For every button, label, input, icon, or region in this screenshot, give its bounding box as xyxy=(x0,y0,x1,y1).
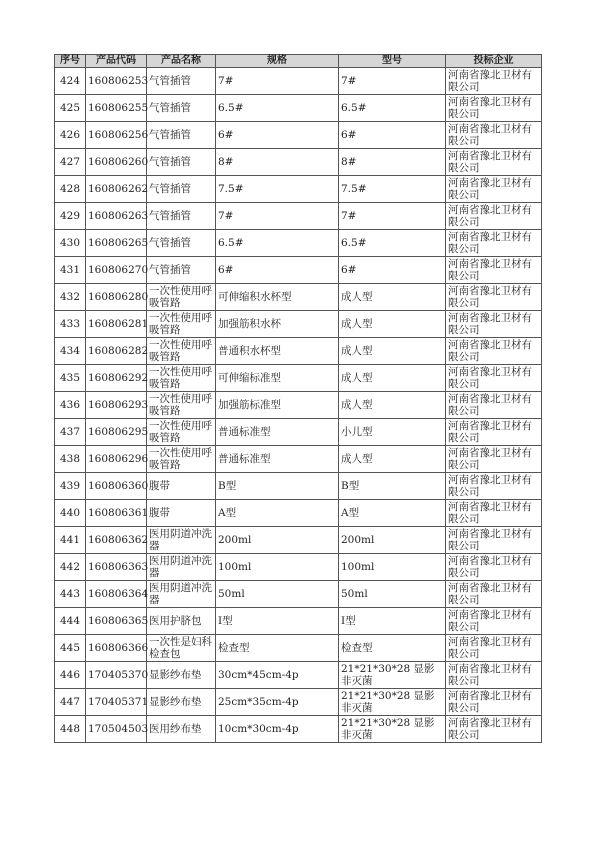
header-model: 型号 xyxy=(339,55,446,68)
cell-company: 河南省豫北卫材有限公司 xyxy=(446,176,542,203)
cell-index: 429 xyxy=(55,203,86,230)
cell-spec: B型 xyxy=(216,473,339,500)
header-spec: 规格 xyxy=(216,55,339,68)
cell-name: 一次性是妇科检查包 xyxy=(147,635,216,662)
cell-model: 小儿型 xyxy=(339,419,446,446)
cell-spec: 普通积水杯型 xyxy=(216,338,339,365)
cell-company: 河南省豫北卫材有限公司 xyxy=(446,203,542,230)
cell-company: 河南省豫北卫材有限公司 xyxy=(446,662,542,689)
cell-code: 160806364 xyxy=(86,581,147,608)
table-row xyxy=(55,311,542,338)
table-row xyxy=(55,365,542,392)
cell-code: 160806265 xyxy=(86,230,147,257)
cell-index: 446 xyxy=(55,662,86,689)
table-row xyxy=(55,500,542,527)
cell-code: 160806281 xyxy=(86,311,147,338)
cell-index: 431 xyxy=(55,257,86,284)
cell-company: 河南省豫北卫材有限公司 xyxy=(446,608,542,635)
cell-name: 医用护脐包 xyxy=(147,608,216,635)
cell-spec: 30cm*45cm-4p xyxy=(216,662,339,689)
cell-spec: 10cm*30cm-4p xyxy=(216,716,339,743)
header-name: 产品名称 xyxy=(147,55,216,68)
cell-name: 医用阴道冲洗器 xyxy=(147,581,216,608)
header-index: 序号 xyxy=(55,55,86,68)
cell-spec: I型 xyxy=(216,608,339,635)
cell-code: 170405371 xyxy=(86,689,147,716)
cell-code: 160806360 xyxy=(86,473,147,500)
table-row xyxy=(55,122,542,149)
cell-company: 河南省豫北卫材有限公司 xyxy=(446,689,542,716)
cell-code: 160806262 xyxy=(86,176,147,203)
cell-index: 447 xyxy=(55,689,86,716)
cell-company: 河南省豫北卫材有限公司 xyxy=(446,68,542,95)
cell-company: 河南省豫北卫材有限公司 xyxy=(446,635,542,662)
table-row xyxy=(55,284,542,311)
table-row xyxy=(55,419,542,446)
cell-spec: 7.5# xyxy=(216,176,339,203)
cell-index: 427 xyxy=(55,149,86,176)
table-row xyxy=(55,662,542,689)
cell-index: 440 xyxy=(55,500,86,527)
table-row xyxy=(55,635,542,662)
cell-name: 一次性使用呼吸管路 xyxy=(147,392,216,419)
cell-code: 160806253 xyxy=(86,68,147,95)
cell-name: 显影纱布垫 xyxy=(147,662,216,689)
cell-model: 7.5# xyxy=(339,176,446,203)
cell-company: 河南省豫北卫材有限公司 xyxy=(446,473,542,500)
cell-company: 河南省豫北卫材有限公司 xyxy=(446,419,542,446)
cell-model: 成人型 xyxy=(339,284,446,311)
cell-code: 160806362 xyxy=(86,527,147,554)
cell-model: 21*21*30*28 显影非灭菌 xyxy=(339,662,446,689)
cell-index: 437 xyxy=(55,419,86,446)
cell-spec: 200ml xyxy=(216,527,339,554)
table-row xyxy=(55,230,542,257)
cell-index: 425 xyxy=(55,95,86,122)
cell-company: 河南省豫北卫材有限公司 xyxy=(446,149,542,176)
cell-company: 河南省豫北卫材有限公司 xyxy=(446,230,542,257)
cell-code: 160806361 xyxy=(86,500,147,527)
table-row xyxy=(55,527,542,554)
cell-name: 气管插管 xyxy=(147,203,216,230)
table-row xyxy=(55,473,542,500)
table-row xyxy=(55,689,542,716)
cell-spec: 25cm*35cm-4p xyxy=(216,689,339,716)
cell-index: 430 xyxy=(55,230,86,257)
cell-code: 160806363 xyxy=(86,554,147,581)
cell-model: B型 xyxy=(339,473,446,500)
table-row xyxy=(55,176,542,203)
cell-code: 170405370 xyxy=(86,662,147,689)
cell-index: 428 xyxy=(55,176,86,203)
cell-model: 6.5# xyxy=(339,230,446,257)
cell-spec: 6# xyxy=(216,122,339,149)
cell-index: 445 xyxy=(55,635,86,662)
cell-code: 160806295 xyxy=(86,419,147,446)
cell-code: 160806263 xyxy=(86,203,147,230)
cell-spec: 7# xyxy=(216,68,339,95)
cell-model: 200ml xyxy=(339,527,446,554)
cell-spec: 8# xyxy=(216,149,339,176)
cell-code: 160806366 xyxy=(86,635,147,662)
table-row xyxy=(55,338,542,365)
cell-name: 医用阴道冲洗器 xyxy=(147,554,216,581)
cell-company: 河南省豫北卫材有限公司 xyxy=(446,311,542,338)
cell-spec: 6# xyxy=(216,257,339,284)
cell-company: 河南省豫北卫材有限公司 xyxy=(446,446,542,473)
cell-model: 6# xyxy=(339,122,446,149)
cell-company: 河南省豫北卫材有限公司 xyxy=(446,95,542,122)
cell-code: 160806256 xyxy=(86,122,147,149)
cell-model: 6.5# xyxy=(339,95,446,122)
table-row xyxy=(55,446,542,473)
cell-model: 成人型 xyxy=(339,365,446,392)
product-table xyxy=(54,54,542,743)
cell-index: 436 xyxy=(55,392,86,419)
table-row xyxy=(55,68,542,95)
cell-spec: 加强筋积水杯 xyxy=(216,311,339,338)
cell-company: 河南省豫北卫材有限公司 xyxy=(446,257,542,284)
cell-model: 成人型 xyxy=(339,446,446,473)
cell-code: 160806280 xyxy=(86,284,147,311)
header-company: 投标企业 xyxy=(446,55,542,68)
cell-spec: A型 xyxy=(216,500,339,527)
cell-model: 7# xyxy=(339,68,446,95)
cell-code: 160806260 xyxy=(86,149,147,176)
cell-spec: 普通标准型 xyxy=(216,446,339,473)
cell-code: 160806365 xyxy=(86,608,147,635)
cell-index: 439 xyxy=(55,473,86,500)
cell-name: 医用纱布垫 xyxy=(147,716,216,743)
cell-name: 一次性使用呼吸管路 xyxy=(147,419,216,446)
cell-index: 441 xyxy=(55,527,86,554)
cell-name: 一次性使用呼吸管路 xyxy=(147,311,216,338)
cell-spec: 加强筋标准型 xyxy=(216,392,339,419)
table-row xyxy=(55,257,542,284)
cell-name: 气管插管 xyxy=(147,257,216,284)
cell-model: 100ml xyxy=(339,554,446,581)
cell-name: 气管插管 xyxy=(147,68,216,95)
cell-company: 河南省豫北卫材有限公司 xyxy=(446,500,542,527)
cell-model: A型 xyxy=(339,500,446,527)
cell-company: 河南省豫北卫材有限公司 xyxy=(446,527,542,554)
cell-code: 160806296 xyxy=(86,446,147,473)
cell-company: 河南省豫北卫材有限公司 xyxy=(446,284,542,311)
table-row xyxy=(55,716,542,743)
table-row xyxy=(55,149,542,176)
cell-model: 成人型 xyxy=(339,338,446,365)
cell-company: 河南省豫北卫材有限公司 xyxy=(446,338,542,365)
cell-spec: 7# xyxy=(216,203,339,230)
cell-index: 448 xyxy=(55,716,86,743)
cell-company: 河南省豫北卫材有限公司 xyxy=(446,122,542,149)
cell-model: 21*21*30*28 显影非灭菌 xyxy=(339,689,446,716)
header-code: 产品代码 xyxy=(86,55,147,68)
table-row xyxy=(55,203,542,230)
cell-name: 气管插管 xyxy=(147,149,216,176)
cell-spec: 检查型 xyxy=(216,635,339,662)
cell-name: 一次性使用呼吸管路 xyxy=(147,365,216,392)
cell-index: 444 xyxy=(55,608,86,635)
cell-index: 435 xyxy=(55,365,86,392)
cell-spec: 普通标准型 xyxy=(216,419,339,446)
cell-index: 433 xyxy=(55,311,86,338)
table-row xyxy=(55,95,542,122)
cell-company: 河南省豫北卫材有限公司 xyxy=(446,716,542,743)
cell-index: 432 xyxy=(55,284,86,311)
cell-index: 434 xyxy=(55,338,86,365)
cell-name: 腹带 xyxy=(147,473,216,500)
cell-name: 一次性使用呼吸管路 xyxy=(147,446,216,473)
cell-name: 一次性使用呼吸管路 xyxy=(147,284,216,311)
cell-model: 成人型 xyxy=(339,311,446,338)
cell-code: 160806293 xyxy=(86,392,147,419)
table-row xyxy=(55,392,542,419)
cell-name: 气管插管 xyxy=(147,176,216,203)
cell-name: 一次性使用呼吸管路 xyxy=(147,338,216,365)
cell-index: 443 xyxy=(55,581,86,608)
cell-model: 检查型 xyxy=(339,635,446,662)
cell-model: 成人型 xyxy=(339,392,446,419)
cell-company: 河南省豫北卫材有限公司 xyxy=(446,581,542,608)
table-header-row xyxy=(55,55,542,68)
watermark xyxy=(488,752,588,798)
cell-company: 河南省豫北卫材有限公司 xyxy=(446,392,542,419)
cell-name: 气管插管 xyxy=(147,95,216,122)
table-row xyxy=(55,581,542,608)
cell-code: 160806270 xyxy=(86,257,147,284)
cell-code: 170504503 xyxy=(86,716,147,743)
cell-model: 7# xyxy=(339,203,446,230)
table-row xyxy=(55,554,542,581)
cell-spec: 6.5# xyxy=(216,95,339,122)
cell-name: 气管插管 xyxy=(147,230,216,257)
cell-index: 426 xyxy=(55,122,86,149)
cell-code: 160806255 xyxy=(86,95,147,122)
cell-model: 8# xyxy=(339,149,446,176)
table-row xyxy=(55,608,542,635)
cell-index: 424 xyxy=(55,68,86,95)
document-page xyxy=(54,54,541,743)
cell-name: 腹带 xyxy=(147,500,216,527)
cell-name: 显影纱布垫 xyxy=(147,689,216,716)
cell-model: 50ml xyxy=(339,581,446,608)
cell-index: 442 xyxy=(55,554,86,581)
cell-spec: 6.5# xyxy=(216,230,339,257)
cell-spec: 50ml xyxy=(216,581,339,608)
cell-company: 河南省豫北卫材有限公司 xyxy=(446,365,542,392)
cell-index: 438 xyxy=(55,446,86,473)
cell-company: 河南省豫北卫材有限公司 xyxy=(446,554,542,581)
cell-spec: 可伸缩标准型 xyxy=(216,365,339,392)
cell-spec: 100ml xyxy=(216,554,339,581)
cell-name: 气管插管 xyxy=(147,122,216,149)
cell-code: 160806292 xyxy=(86,365,147,392)
cell-model: I型 xyxy=(339,608,446,635)
table-body xyxy=(55,68,542,743)
cell-name: 医用阴道冲洗器 xyxy=(147,527,216,554)
cell-code: 160806282 xyxy=(86,338,147,365)
cell-spec: 可伸缩积水杯型 xyxy=(216,284,339,311)
cell-model: 21*21*30*28 显影非灭菌 xyxy=(339,716,446,743)
cell-model: 6# xyxy=(339,257,446,284)
